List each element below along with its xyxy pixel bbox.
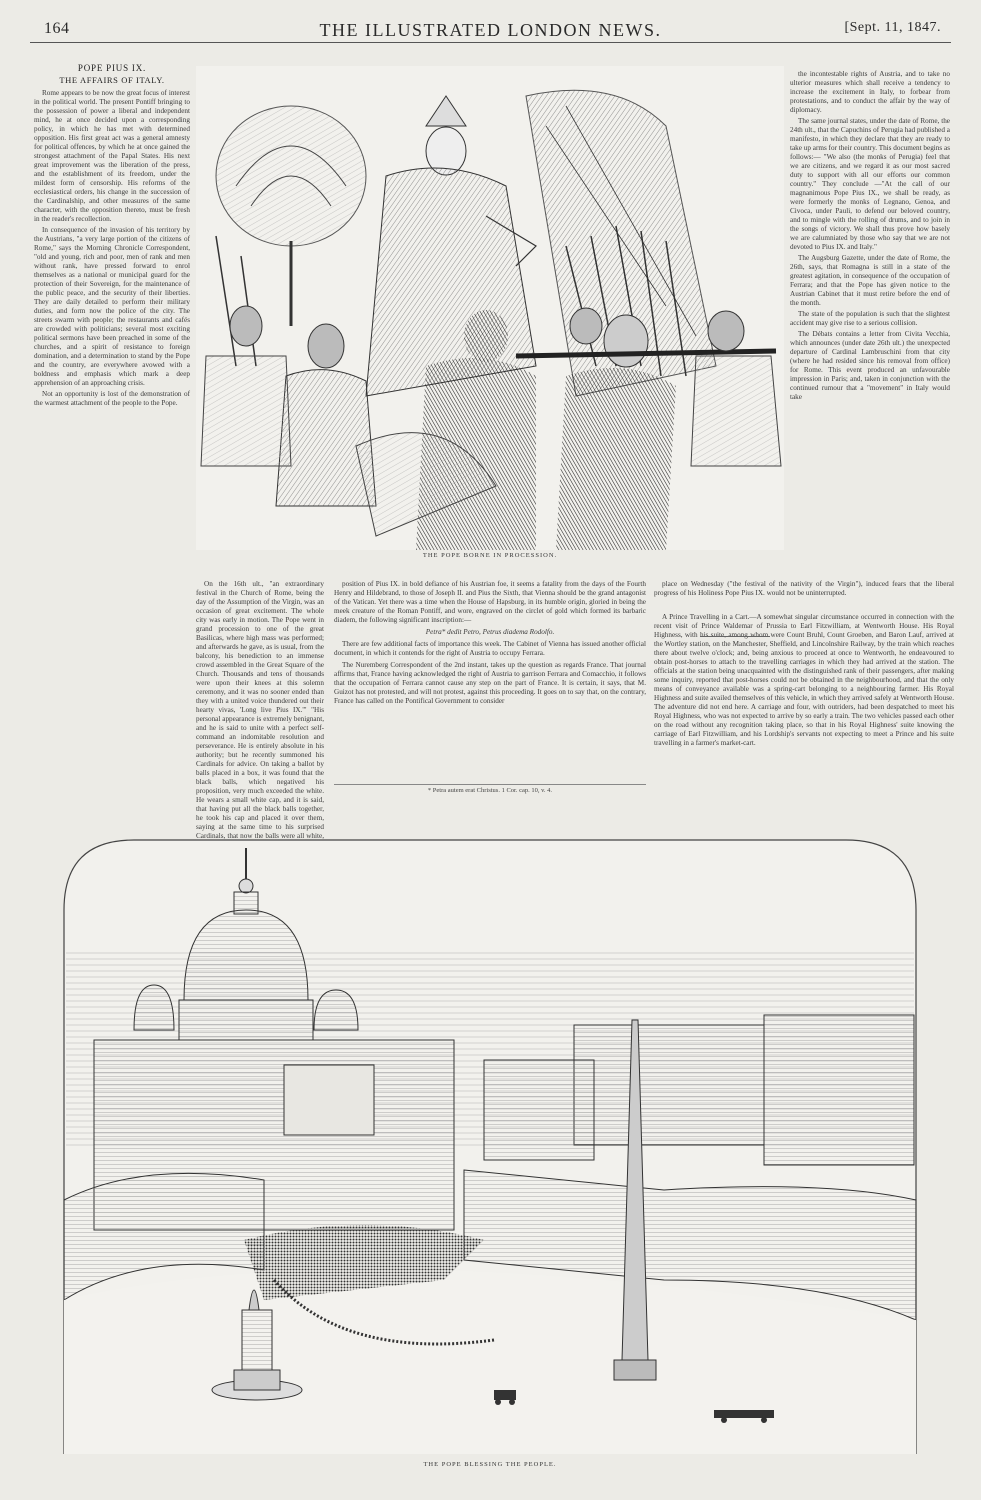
mid-column-b: [334, 580, 646, 770]
procession-engraving: [196, 66, 784, 550]
mid-column-a: [196, 580, 324, 840]
left-paragraph: Not an opportunity is lost of the demonstration of the warmest attachment of the people to the Pope.: [34, 390, 190, 407]
mid-paragraph: The Nuremberg Correspondent of the 2nd instant, takes up the question as regards France. That journal affirms that, France having acknowledged the right of Austria to garrison Ferrara and Comacchio, it follows that the occupation of Ferrara cannot cause any step on the part of France. It is certain, it says, that M. Guizot has not protested, and will not protest, against this proceeding. It goes on to say that, on the contrary, France has called on the Pontifical Government to consider: [334, 661, 646, 705]
left-paragraph: Rome appears to be now the great focus of interest in the political world. The present Pontiff bringing to the possession of power a liberal and independent mind, he at once decided upon a corresponding policy, in which he has met with determined opposition. His first great act was a general amnesty for political offences, by which he at once gained the strongest attachment of the Papal States. His next great improvement was the liberation of the press, and the establishment of its freedom, under the mildest form of censorship. His reforms of the ecclesiastical orders, his change in the succession of the Cardinalship, and other measures of the same character, with the opposition thereto, must be fresh in the reader's recollection.: [34, 89, 190, 223]
pope-figure: [366, 96, 536, 396]
mid-column-c: [654, 580, 954, 780]
mid-paragraph: There are few additional facts of importance this week. The Cabinet of Vienna has issued another official document, in which it contends for the right of Austria to occupy Ferrara.: [334, 640, 646, 657]
left-column: [34, 64, 190, 794]
prince-article: A Prince Travelling in a Cart.—A somewhat singular circumstance occurred in connection with the recent visit of Prince Waldemar of Prussia to Earl Fitzwilliam, at Wentworth House. His Royal Highness, with his suite, among whom were Count Bruhl, Count Groeben, and Baron Lauf, arrived at the Wortley station, on the Manchester, Sheffield, and Lincolnshire Railway, by the train which reaches there about twelve o'clock; and, being anxious to proceed at once to Wentworth, he endeavoured to obtain post-horses to attach to the travelling carriages in which they had arrived at the station. The officials at the station being unacquainted with the distinguished rank of their passengers, after making some inquiry, reported that post-horses could not be obtained in the neighbourhood, and that the only means of conveyance available was a spring-cart belonging to a neighbouring farmer. His Royal Highness and suite availed themselves of this vehicle, in which they arrived safely at Wentworth House. The adventure did not end here. A carriage and four, with outriders, had been despatched to meet his Royal Highness, who was not expected to arrive by so early a train. The two vehicles passed each other on the road without any recognition taking place, so that in his Royal Highness' suite knowing the carriage of Earl Fitzwilliam, and his Lordship's servants not expecting to meet a Prince and his suite travelling in a farmer's market-cart.: [654, 613, 954, 747]
latin-inscription: Petra* dedit Petro, Petrus diadema Rodolfo.: [425, 628, 555, 636]
newspaper-title: THE ILLUSTRATED LONDON NEWS.: [319, 20, 662, 40]
page-number: 164: [44, 20, 70, 37]
right-paragraph: The state of the population is such that the slightest accident may give rise to a serious collision.: [790, 310, 950, 327]
right-paragraph: The Débats contains a letter from Civita Vecchia, which announces (under date 26th ult.) the unexpected departure of Cardinal Lambruschini from that city (where he had resided since his removal from office) for Rome. This event produced an unfavourable impression in Paris; and, taken in conjunction with the continued rumour that a "movement" in Italy would take: [790, 330, 950, 401]
right-paragraph: The same journal states, under the date of Rome, the 24th ult., that the Capuchins of Perugia had published a manifesto, in which they declare that they are ready to take up arms for their country. This document begins as follows:— "We also (the monks of Perugia) feel that we are citizens, and we regard it as our most sacred duty to support with all our efforts our common country." They conclude —"At the call of our magnanimous Pope Pius IX., we shall be ready, as were formerly the monks of Legnano, Genoa, and Civoca, under Pauli, to defend our beloved country, and to mingle with the rolling of drums, and to join in the songs of victory. We shall thus prove how basely we are calumniated by those who say that we are not devoted to Pius IX. and Italy.": [790, 117, 950, 251]
blessing-caption: THE POPE BLESSING THE PEOPLE.: [423, 1461, 557, 1468]
mid-paragraph: place on Wednesday ("the festival of the nativity of the Virgin"), induced fears that the liberal progress of his Holiness Pope Pius IX. would not be uninterrupted.: [654, 580, 954, 597]
procession-drawing: [196, 66, 784, 550]
masthead: [30, 14, 951, 43]
mid-paragraph: position of Pius IX. in bold defiance of his Austrian foe, it seems a fatality from the days of the Fourth Henry and Hildebrand, to those of Joseph II. and Pius the Sixth, that Vienna should be the grand antagonist of the Vatican. Yet there was a time when the House of Hapsburg, in its humble origin, gloried in being the meek creature of the Roman Pontiff, and wore, engraved on the circlet of gold which formed its barbaric diadem, the following significant inscription:—: [334, 580, 646, 624]
right-paragraph: the incontestable rights of Austria, and to take no ulterior measures which shall receive a tendency to increase the excitement in Italy, to forbear from protestations, and to conduct the affair by the way of diplomacy.: [790, 70, 950, 114]
issue-date: [Sept. 11, 1847.: [844, 20, 941, 35]
section-rule: [700, 636, 770, 637]
st-peters-engraving: [64, 800, 916, 1454]
right-paragraph: The Augsburg Gazette, under the date of Rome, the 26th, says, that Romagna is still in a state of the greatest agitation, in consequence of the occupation of Ferrara; and that the Pope has given notice to the Austrian Cabinet that it must retire before the end of the month.: [790, 254, 950, 307]
left-paragraph: In consequence of the invasion of his territory by the Austrians, "a very large portion of the citizens of Rome," says the Morning Chronicle Correspondent, "old and young, rich and poor, men of rank and men without rank, have pressed forward to enrol themselves as a national or municipal guard for the protection of their Sovereign, for the maintenance of the public peace, and the security of their liberties. They are daily detailed to perform their military duties, and form now the police of the city. The streets swarm with people; the restaurants and cafés are crowded with politicians; several most exciting political sermons have been preached in some of the churches, and a spirit of resistance to foreign domination, and a determination to stand by the Pope and the country, are everywhere avowed with a boldness and emphasis which mark a deep apprehension of an approaching crisis.: [34, 226, 190, 387]
balcony-awning: [284, 1065, 374, 1135]
article-subheadline: THE AFFAIRS OF ITALY.: [59, 75, 165, 85]
mid-paragraph: On the 16th ult., "an extraordinary festival in the Church of Rome, being the day of the Assumption of the Virgin, was an occasion of great excitement. The whole city was early in motion. The Pope went in grand procession to one of the great Basilicas, where high mass was performed; and afterwards he gave, as is usual, from the balcony, his benediction to an immense crowd assembled in the Great Square of the Church. Thousands and tens of thousands were upon their knees at this solemn ceremony, and it was no sooner ended than they with a united voice thundered out their hearty vivas, 'Long live Pius IX.'" "His personal appearance is extremely benignant, and he is said to unite with a perfect self-command an indomitable resolution and perseverance. He is entirely absolute in his authority; but he recently summoned his Cardinals for advice. On taking a ballot by balls placed in a box, it was found that the black balls, which negatived his proposition, very much exceeded the white. He wears a small white cap, and it is said, that having put all the black balls together, he took his cap and placed it over them, saying at the same time to his surprised Cardinals, that now the balls were all white,: [196, 580, 324, 840]
square-drawing: [64, 800, 916, 1454]
left-feather-fan: [216, 106, 366, 326]
article-headline: POPE PIUS IX.: [77, 63, 147, 73]
right-column: [790, 70, 950, 610]
procession-caption: THE POPE BORNE IN PROCESSION.: [422, 552, 558, 559]
footnote: * Petra autem erat Christus. 1 Cor. cap. 10, v. 4.: [334, 784, 646, 794]
